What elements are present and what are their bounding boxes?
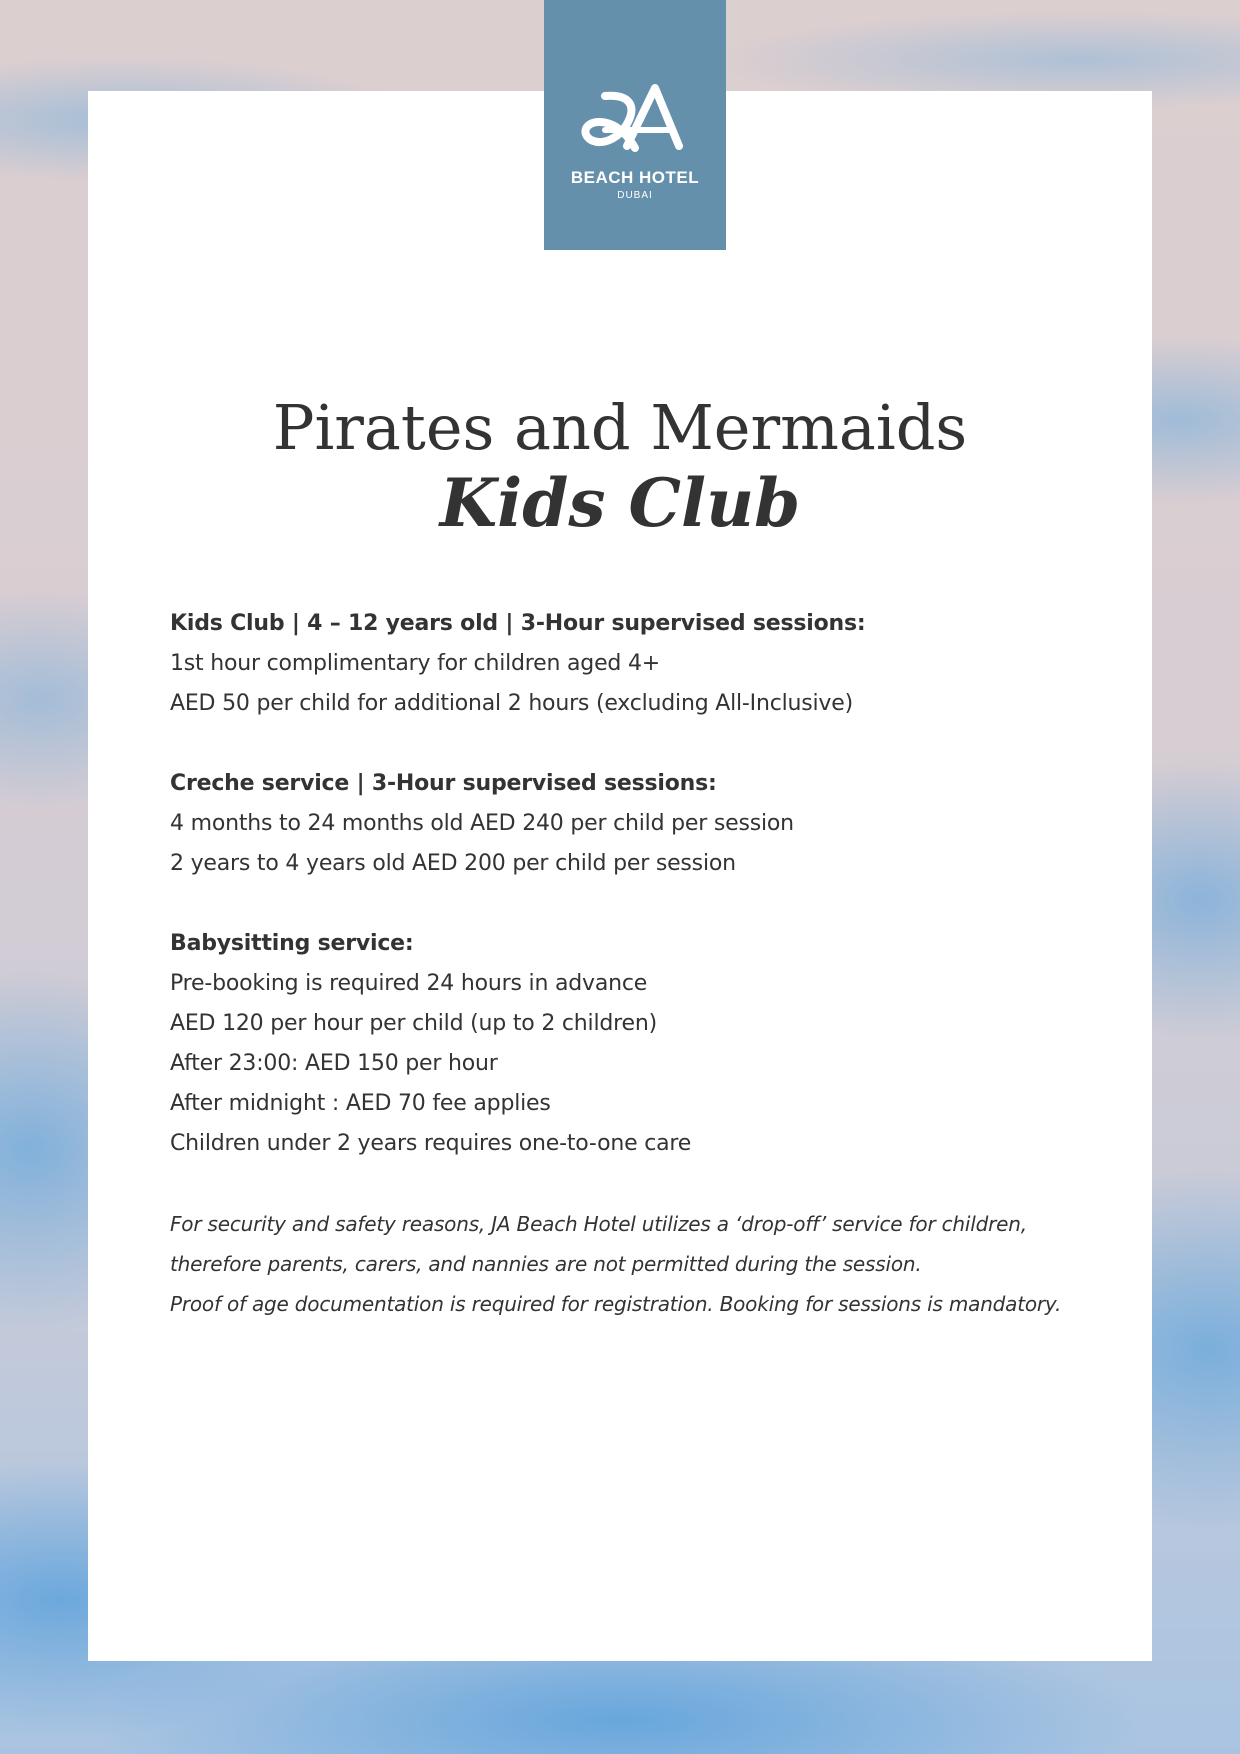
hotel-city: DUBAI — [617, 190, 653, 201]
babysitting-line: Pre-booking is required 24 hours in advance — [170, 971, 648, 996]
babysitting-heading: Babysitting service: — [170, 931, 414, 956]
babysitting-line: AED 120 per hour per child (up to 2 children) — [170, 1011, 657, 1036]
creche-heading: Creche service | 3-Hour supervised sessions: — [170, 771, 717, 796]
kids-club-line: AED 50 per child for additional 2 hours (excluding All-Inclusive) — [170, 691, 853, 716]
ja-logo-mark — [575, 76, 695, 160]
babysitting-line: After midnight : AED 70 fee applies — [170, 1091, 551, 1116]
kids-club-heading: Kids Club | 4 – 12 years old | 3-Hour supervised sessions: — [170, 611, 866, 636]
babysitting-section — [170, 924, 1070, 1164]
notes-section — [170, 1204, 1070, 1324]
creche-line: 2 years to 4 years old AED 200 per child per session — [170, 851, 736, 876]
creche-section — [170, 764, 1070, 884]
page-title: Pirates and Mermaids — [272, 391, 968, 464]
page-subtitle: Kids Club — [439, 464, 801, 542]
hotel-logo — [544, 0, 726, 250]
note-line: For security and safety reasons, JA Beach Hotel utilizes a ‘drop-off’ service for children, — [170, 1212, 1027, 1236]
creche-line: 4 months to 24 months old AED 240 per child per session — [170, 811, 794, 836]
babysitting-line: Children under 2 years requires one-to-one care — [170, 1131, 692, 1156]
hotel-name: BEACH HOTEL — [570, 168, 700, 187]
babysitting-line: After 23:00: AED 150 per hour — [170, 1051, 498, 1076]
content-body — [170, 604, 1070, 1324]
note-line: Proof of age documentation is required for registration. Booking for sessions is mandatory. — [170, 1292, 1062, 1316]
note-line: therefore parents, carers, and nannies are not permitted during the session. — [170, 1252, 922, 1276]
kids-club-line: 1st hour complimentary for children aged 4+ — [170, 651, 660, 676]
kids-club-section — [170, 604, 1070, 724]
